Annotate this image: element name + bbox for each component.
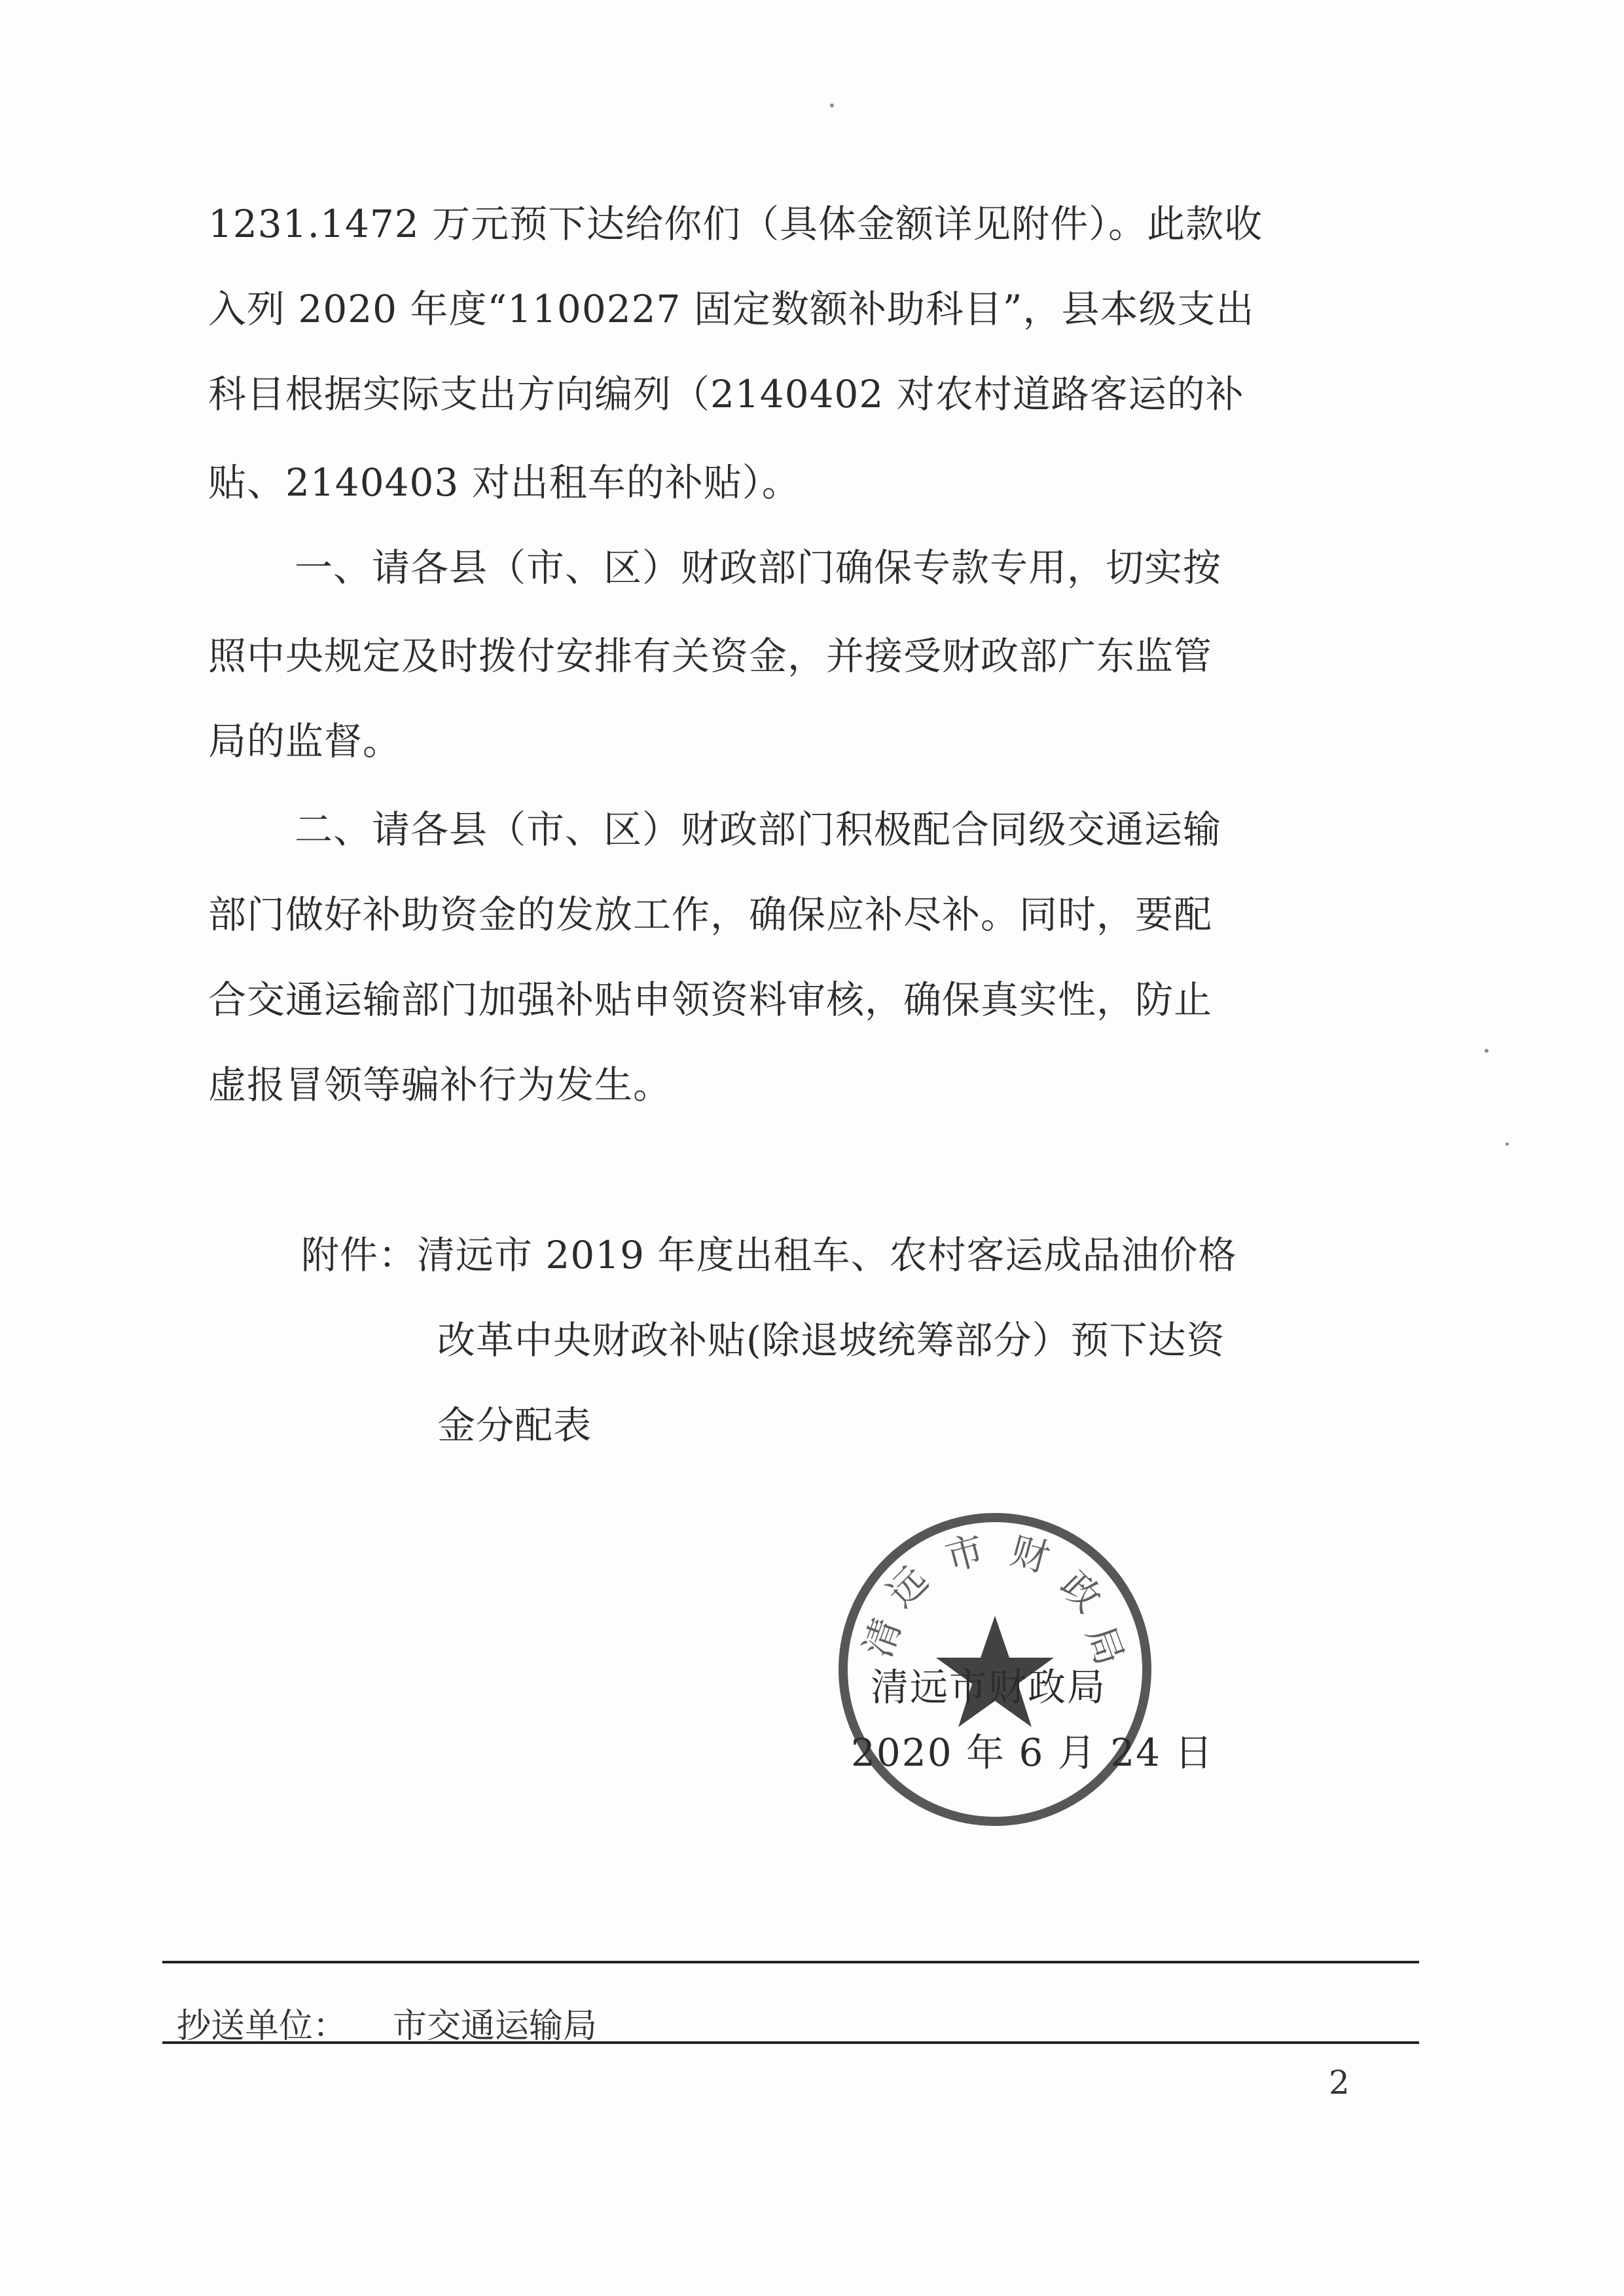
page-number: 2 — [1329, 2064, 1350, 2102]
svg-text:市: 市 — [940, 1527, 989, 1580]
bottom-rule — [162, 2041, 1419, 2044]
scan-speck — [1485, 1049, 1489, 1053]
item-one-line: 照中央规定及时拨付安排有关资金，并接受财政部广东监管 — [208, 634, 1213, 678]
item-one-line: 局的监督。 — [208, 719, 402, 763]
body-line: 1231.1472 万元预下达给你们（具体金额详见附件）。此款收 — [208, 202, 1263, 246]
item-two-line: 虚报冒领等骗补行为发生。 — [208, 1063, 672, 1107]
scan-speck — [1506, 1142, 1509, 1146]
attachment-line: 附件：清远市 2019 年度出租车、农村客运成品油价格 — [301, 1233, 1237, 1277]
cc-value: 市交通运输局 — [393, 2007, 598, 2046]
scan-speck — [830, 103, 834, 107]
cc-label: 抄送单位： — [177, 2007, 348, 2046]
body-line: 贴、2140403 对出租车的补贴）。 — [208, 460, 801, 505]
issue-date: 2020 年 6 月 24 日 — [851, 1730, 1214, 1775]
body-line: 科目根据实际支出方向编列（2140402 对农村道路客运的补 — [208, 372, 1244, 416]
attachment-line: 改革中央财政补贴(除退坡统筹部分）预下达资 — [437, 1318, 1225, 1362]
item-two-line: 合交通运输部门加强补贴申领资料审核，确保真实性，防止 — [208, 977, 1213, 1022]
svg-text:清: 清 — [855, 1612, 910, 1664]
body-line: 入列 2020 年度“1100227 固定数额补助科目”，县本级支出 — [208, 287, 1255, 331]
svg-text:局: 局 — [1077, 1620, 1132, 1671]
svg-text:财: 财 — [1005, 1527, 1055, 1581]
svg-text:政: 政 — [1051, 1562, 1110, 1621]
item-one-line: 一、请各县（市、区）财政部门确保专款专用，切实按 — [295, 545, 1222, 590]
top-rule — [162, 1961, 1419, 1963]
signer-name: 清远市财政局 — [871, 1665, 1107, 1709]
item-two-line: 二、请各县（市、区）财政部门积极配合同级交通运输 — [295, 807, 1222, 852]
attachment-line: 金分配表 — [437, 1403, 592, 1448]
cc-line — [177, 1998, 597, 2047]
svg-text:远: 远 — [878, 1558, 937, 1616]
item-two-line: 部门做好补助资金的发放工作，确保应补尽补。同时，要配 — [208, 892, 1213, 937]
